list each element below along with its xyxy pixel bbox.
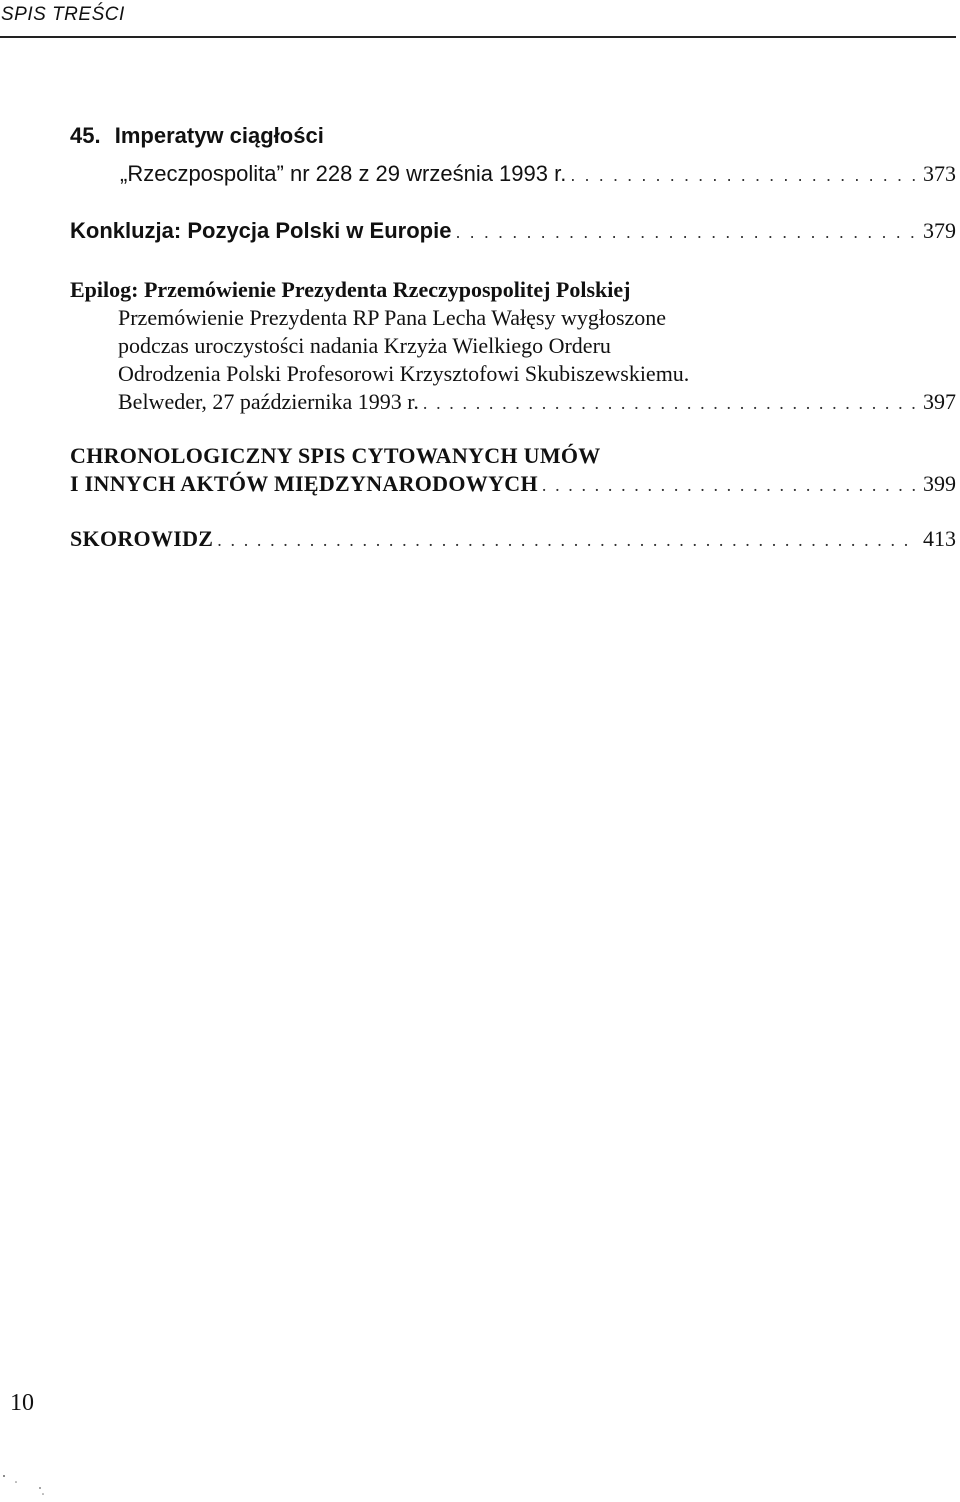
running-header bbox=[0, 0, 956, 38]
dot-leader bbox=[217, 525, 915, 555]
toc-entry-45-heading bbox=[70, 121, 956, 151]
toc-entry-45-title: Imperatyw ciągłości bbox=[114, 123, 324, 148]
toc-entry-45-page: 373 bbox=[923, 161, 956, 186]
toc-entry-epilog-page: 397 bbox=[923, 389, 956, 414]
toc-entry-chronologiczny-line-1: CHRONOLOGICZNY SPIS CYTOWANYCH UMÓW bbox=[70, 443, 601, 468]
toc-entry-45-number: 45. bbox=[70, 123, 101, 148]
toc-entry-konkluzja-title: Konkluzja: Pozycja Polski w Europie bbox=[70, 218, 452, 243]
toc-entry-skorowidz bbox=[70, 524, 956, 554]
toc-entry-45-subtitle: „Rzeczpospolita” nr 228 z 29 września 1993 r. bbox=[120, 161, 567, 186]
toc-entry-konkluzja-page: 379 bbox=[923, 218, 956, 243]
toc-entry-konkluzja bbox=[70, 216, 956, 246]
toc-entry-epilog-line-1: Przemówienie Prezydenta RP Pana Lecha Wałęsy wygłoszone bbox=[118, 305, 667, 330]
dot-leader bbox=[542, 470, 915, 500]
toc-entry-epilog-line-3: Odrodzenia Polski Profesorowi Krzysztofowi Skubiszewskiemu. bbox=[118, 361, 690, 386]
scan-specks bbox=[0, 1470, 60, 1500]
toc-entry-skorowidz-page: 413 bbox=[923, 526, 956, 551]
toc-entry-skorowidz-title: SKOROWIDZ bbox=[70, 526, 214, 551]
toc-entry-chronologiczny-line-2: I INNYCH AKTÓW MIĘDZYNARODOWYCH bbox=[70, 471, 538, 496]
dot-leader bbox=[423, 388, 915, 418]
toc-entry-epilog-title: Epilog: Przemówienie Prezydenta Rzeczypospolitej Polskiej bbox=[70, 277, 631, 302]
dot-leader bbox=[455, 217, 915, 247]
dot-leader bbox=[570, 160, 915, 190]
toc-entry-epilog-line-2: podczas uroczystości nadania Krzyża Wielkiego Orderu bbox=[118, 333, 611, 358]
toc-entry-chronologiczny-page: 399 bbox=[923, 471, 956, 496]
toc-entry-45-subtitle-row bbox=[70, 159, 956, 189]
running-header-title: SPIS TREŚCI bbox=[1, 4, 125, 25]
toc-entry-epilog-line-4: Belweder, 27 października 1993 r. bbox=[118, 389, 419, 414]
toc-entry-epilog-line-4-row bbox=[118, 387, 956, 417]
page-number: 10 bbox=[10, 1390, 34, 1416]
toc-entry-chronologiczny-row bbox=[70, 469, 956, 499]
